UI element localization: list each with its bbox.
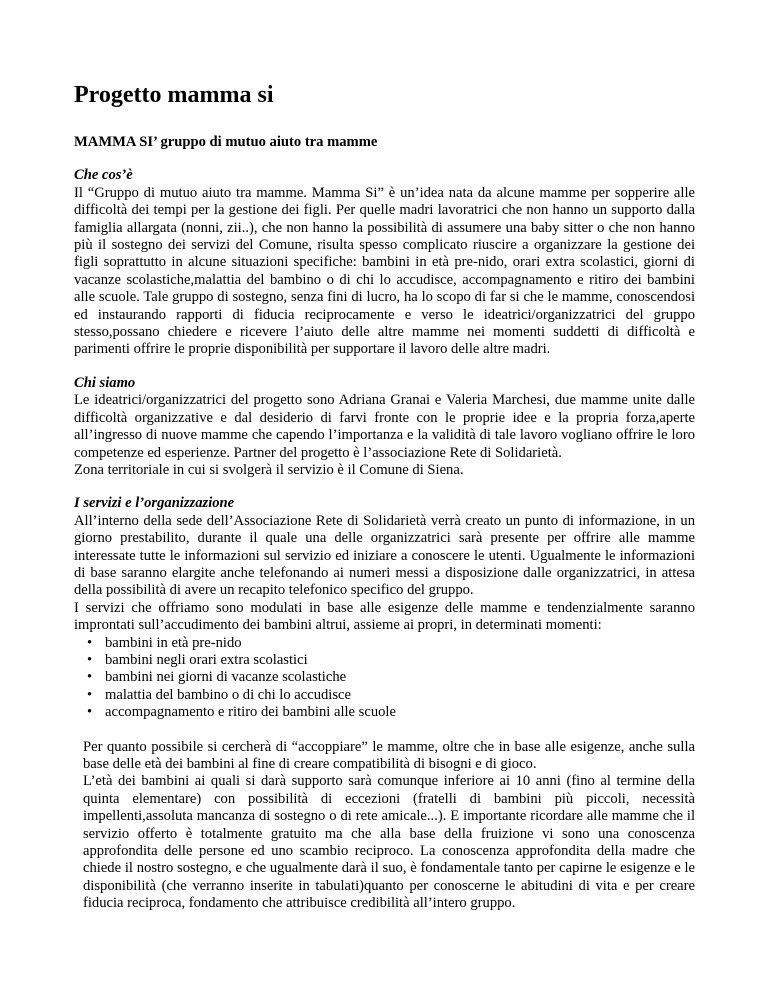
list-item-text: malattia del bambino o di chi lo accudisce <box>105 686 351 703</box>
paragraph: Il “Gruppo di mutuo aiuto tra mamme. Mamma Si” è un’idea nata da alcune mamme per sopperire alle difficoltà dei tempi per la gestione dei figli. Per quelle madri lavoratrici che non hanno un supporto dalla famiglia allargata (nonni, zii..), che non hanno la possibilità di assumere una baby sitter o che non hanno più il sostegno dei servizi del Comune, risulta spesso complicato riuscire a organizzare la gestione dei figli soprattutto in alcune situazioni specifiche: bambini in età pre-nido, orari extra scolastici, giorni di vacanze scolastiche,malattia del bambino o di chi lo accudisce, accompagnamento e ritiro dei bambini alle scuole. Tale gruppo di sostegno, senza fini di lucro, ha lo scopo di far si che le mamme, conoscendosi ed instaurando rapporti di fiducia reciprocamente e verso le ideatrici/organizzatrici del gruppo stesso,possano chiedere e ricevere l’aiuto delle altre mamme nei momenti suddetti di difficoltà e parimenti offrire le proprie disponibilità per supportare il lavoro delle altre madri. <box>74 184 695 358</box>
list-item <box>87 686 695 704</box>
document-page <box>74 80 695 913</box>
paragraph: L’età dei bambini ai quali si darà supporto sarà comunque inferiore ai 10 anni (fino al termine della quinta elementare) con possibilità di eccezioni (fratelli di bambini più piccoli, necessità impellenti,assoluta mancanza di sostegno o di rete amicale...). E importante ricordare alle mamme che il servizio offerto è totalmente gratuito ma che alla base della fruizione vi sono una conoscenza approfondita delle persone ed uno scambio reciproco. La conoscenza approfondita della madre che chiede il nostro sostegno, e che ugualmente darà il suo, è fondamentale tanto per capirne le esigenze e le disponibilità (che verranno inserite in tabulati)quanto per conoscerne le abitudini di vita e per creare fiducia reciproca, fondamento che attribuisce credibilità all’intero gruppo. <box>83 773 695 912</box>
paragraph: Per quanto possibile si cercherà di “accoppiare” le mamme, oltre che in base alle esigenze, anche sulla base delle età dei bambini al fine di creare compatibilità di bisogni e di gioco. <box>83 738 695 772</box>
document-title: Progetto mamma si <box>74 82 274 108</box>
paragraph: I servizi che offriamo sono modulati in base alle esigenze delle mamme e tendenzialmente saranno improntati sull’accudimento dei bambini altrui, assieme ai propri, in determinati momenti: <box>74 599 695 634</box>
list-item-text: bambini negli orari extra scolastici <box>105 651 308 668</box>
bullet-icon: • <box>87 669 93 686</box>
list-item-text: accompagnamento e ritiro dei bambini alle scuole <box>105 704 396 721</box>
bullet-icon: • <box>87 651 93 668</box>
services-list <box>74 635 695 722</box>
section-heading-che-cose: Che cos’è <box>74 167 133 184</box>
bullet-icon: • <box>87 686 93 703</box>
list-item <box>87 704 695 721</box>
paragraph: Zona territoriale in cui si svolgerà il servizio è il Comune di Siena. <box>74 461 464 478</box>
section-heading-servizi: I servizi e l’organizzazione <box>74 495 235 512</box>
list-item-text: bambini nei giorni di vacanze scolastiche <box>105 669 347 686</box>
list-item-text: bambini in età pre-nido <box>105 634 242 651</box>
section-heading-chi-siamo: Chi siamo <box>74 374 136 391</box>
bullet-icon: • <box>87 634 93 651</box>
list-item <box>87 651 695 669</box>
after-list-block <box>83 739 695 913</box>
document-subtitle: MAMMA SI’ gruppo di mutuo aiuto tra mamme <box>74 134 378 150</box>
list-item <box>87 669 695 686</box>
bullet-icon: • <box>87 704 93 721</box>
list-item <box>87 634 695 652</box>
paragraph: All’interno della sede dell’Associazione Rete di Solidarietà verrà creato un punto di informazione, in un giorno prestabilito, durante il quale una delle organizzatrici sarà presente per offrire alle mamme interessate tutte le informazioni sul servizio ed iniziare a conoscere le utenti. Ugualmente le informazioni di base saranno elargite anche telefonando ai numeri messi a disposizione dalle organizzatrici, in attesa della possibilità di avere un recapito telefonico specifico del gruppo. <box>74 512 695 599</box>
paragraph: Le ideatrici/organizzatrici del progetto sono Adriana Granai e Valeria Marchesi, due mamme unite dalle difficoltà organizzative e dal desiderio di farvi fronte con le proprie idee e la propria forza,aperte all’ingresso di nuove mamme che capendo l’importanza e la validità di tale lavoro vogliano offrire le loro competenze ed esperienze. Partner del progetto è l’associazione Rete di Solidarietà. <box>74 392 695 461</box>
